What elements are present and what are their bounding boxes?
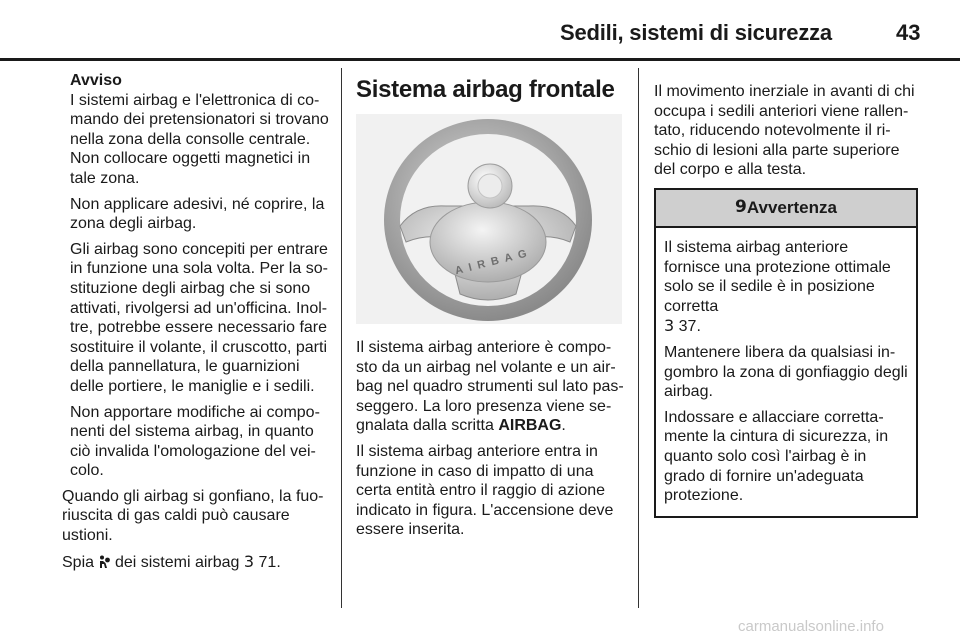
page-ref-arrow: 3: [243, 551, 255, 571]
watermark: carmanualsonline.info: [738, 618, 884, 635]
body-paragraph: Il sistema airbag anteriore entra in funzione in caso di impatto di una certa entità entro il raggio di azione indicato in figura. L'accensione deve essere inserita.: [356, 442, 614, 539]
note-paragraph: Non apportare modifiche ai compo- nenti del sistema airbag, in quanto ciò invalida l'omologazione del vei- colo.: [70, 403, 320, 480]
header-rule: [0, 58, 960, 61]
figure-airbag-text: AIRBAG: [453, 246, 534, 278]
left-column: [62, 71, 330, 578]
airbag-warning-icon: [98, 554, 114, 571]
warning-paragraph: Mantenere libera da qualsiasi in- gombro la zona di gonfiaggio degli airbag.: [664, 343, 908, 401]
column-divider: [638, 68, 639, 608]
spia-line: Spia dei sistemi airbag 3 71.: [62, 551, 281, 571]
warning-title: Avvertenza: [746, 198, 837, 218]
page-ref: 37.: [678, 318, 701, 336]
note-paragraph: Non applicare adesivi, né coprire, la zona degli airbag.: [70, 195, 325, 233]
airbag-label: AIRBAG: [498, 417, 562, 435]
body-paragraph: Quando gli airbag si gonfiano, la fuo- riuscita di gas caldi può causare ustioni.: [62, 487, 324, 545]
note-paragraph: I sistemi airbag e l'elettronica di co- mando dei pretensionatori si trovano nella zona della consolle centrale. Non collocare oggetti magnetici in tale zona.: [70, 91, 329, 187]
warning-header: [656, 190, 916, 228]
right-column: [654, 82, 918, 518]
steering-wheel-figure: [356, 114, 622, 324]
body-paragraph: Il sistema airbag anteriore è compo- sto da un airbag nel volante e un air- bag nel quadro strumenti sul lato pas- seggero. La loro presenza viene se- gnalata dalla scritta AIRBAG.: [356, 339, 624, 435]
warning-triangle-icon: 9: [735, 197, 747, 218]
note-title: Avviso: [70, 72, 122, 89]
note-box: [62, 71, 330, 481]
section-title: Sistema airbag frontale: [356, 76, 615, 103]
warning-paragraph: Indossare e allacciare corretta- mente la cintura di sicurezza, in quanto solo così l'airbag è in grado di fornire un'adeguata protezione.: [664, 408, 889, 505]
note-paragraph: Gli airbag sono concepiti per entrare in funzione una sola volta. Per la so- stituzione degli airbag che si sono attivati, rivolgersi ad un'officina. Inol- tre, potrebbe essere necessario fare sostituire il volante, il cruscotto, parti della pannellatura, le guarnizioni delle portiere, le maniglie e i sedili.: [70, 240, 328, 395]
header-title: Sedili, sistemi di sicurezza: [560, 20, 832, 45]
column-divider: [341, 68, 342, 608]
page-ref-arrow: 3: [664, 316, 675, 336]
steering-wheel-icon: [356, 114, 622, 324]
warning-box: [654, 188, 918, 518]
page-number: 43: [896, 20, 921, 45]
page-ref: 71.: [258, 553, 281, 571]
middle-column: [356, 76, 626, 546]
warning-body: [656, 228, 916, 516]
body-paragraph: Il movimento inerziale in avanti di chi occupa i sedili anteriori viene rallen- tato, riducendo notevolmente il ri- schio di lesioni alla parte superiore del corpo e alla testa.: [654, 83, 915, 179]
warning-paragraph: Il sistema airbag anteriore fornisce una protezione ottimale solo se il sedile è in posizione corretta 3 37.: [664, 238, 891, 336]
